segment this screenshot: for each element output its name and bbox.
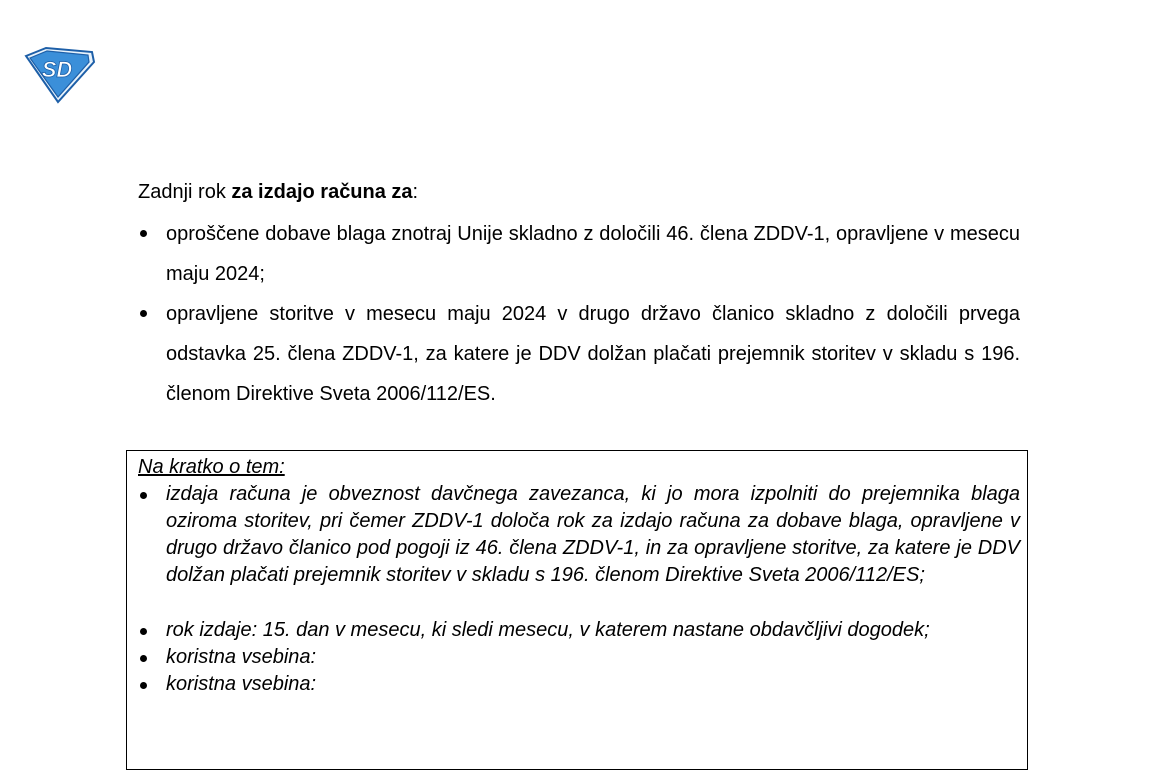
logo-lettering: SD: [41, 57, 73, 82]
list-item: izdaja računa je obveznost davčnega zavezanca, ki jo mora izpolniti do prejemnika blaga oziroma storitev, pri čemer ZDDV-1 določa rok za izdajo računa za dobave blaga, opravljene v drugo državo članico pod pogoji iz 46. člena ZDDV-1, in za opravljene storitve, za katere je DDV dolžan plačati prejemnik storitev v skladu s 196. členom Direktive Sveta 2006/112/ES;: [138, 481, 1020, 589]
list-item: koristna vsebina:: [138, 644, 1020, 671]
summary-list: [138, 481, 1020, 698]
list-item: oproščene dobave blaga znotraj Unije skladno z določili 46. člena ZDDV-1, opravljene v mesecu maju 2024;: [138, 214, 1020, 294]
list-item: opravljene storitve v mesecu maju 2024 v drugo državo članico skladno z določili prvega odstavka 25. člena ZDDV-1, za katere je DDV dolžan plačati prejemnik storitev v skladu s 196. členom Direktive Sveta 2006/112/ES.: [138, 294, 1020, 414]
intro-suffix: :: [412, 181, 419, 203]
list-item: rok izdaje: 15. dan v mesecu, ki sledi mesecu, v katerem nastane obdavčljivi dogodek;: [138, 617, 1020, 644]
intro-prefix: Zadnji rok: [138, 181, 232, 203]
intro-line: [138, 178, 418, 206]
summary-title: Na kratko o tem:: [138, 456, 285, 478]
intro-bold: za izdajo računa za: [231, 181, 413, 203]
company-logo: [22, 46, 96, 104]
summary-box: [126, 450, 1028, 770]
deadline-list: [138, 214, 1020, 414]
list-item: koristna vsebina:: [138, 671, 1020, 698]
